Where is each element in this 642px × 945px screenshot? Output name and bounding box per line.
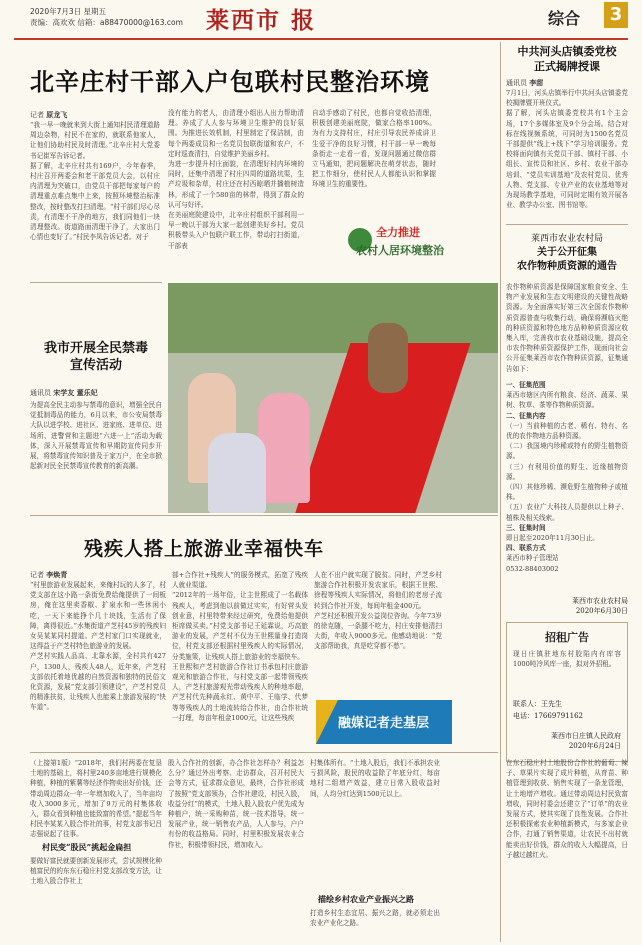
bottom-col-4: 在东石稳庄村土地股份合作社的葡萄、辣子、草果片实现了成片种植，从育苗、种植管理到收获、销售实现了一条龙管理，让土地增产增收。通过带动周边村民致富增收，同时村委会还建立了“订单”的农业发展方式，使其实现了良性发展。合作社还积极探索农业种植新模式，与多家企业合作，打通了销售渠道，让农民不出村就能卖出好价钱，群众的收入大幅提高，日子越过越红火。 [506, 759, 628, 859]
page-number: 3 [604, 2, 628, 28]
antidrug-headline: 我市开展全民禁毒 宣传活动 [43, 341, 148, 373]
divider [30, 282, 162, 283]
column-divider [500, 42, 501, 942]
notice-body: 农作物种质资源是保障国家粮食安全、生物产业发展和生态文明建设的关键性战略资源。为全面落实好第三次全国农作物种质资源普查与收集行动，确保将濒临灭绝的种质资源和特色地方品种种质资源应收集入库，完善我市农业基础设施，提高全市农作物种质资源保护工作，现面向社会公开征集莱西市农作物种质资源，征集通告如下： [506, 283, 628, 373]
notice-sections: 一、征集范围 莱西市辖区内所有粮食、经济、蔬菜、果树、牧草、茶等作物种质资源。 二、征集内容 （一）当前种植的古老、稀有、特有、名优的农作物地方品种资源。 （二）我国境内珍稀或特有的野生植物资源。 （三）有利用价值的野生、近缘植物资源。 （四）其他珍稀、濒危野生植物种子或植株。 （五）农业广大科技人员提供以上种子、植株及相关线索。 三、征集时间 即日起至2020年11月30日止。 四、联系方式 莱西市种子管理站 0532-88403002 [506, 381, 628, 573]
party-school-body: 7月1日，河头店镇举行中共河头店镇委党校揭牌暨开班仪式。 据了解，河头店镇委党校共有1个主会场，17个多媒体室及9个分会场。结合对标在线视频系统，可同时为1500名党员干部提供“线上+线下”学习培训服务。党校将面向镇有关党员干部、镇村干部、小组长、宣传员和社区、乡村、农业干部办培训、“党员实训基地”及农村党员、优秀人物、党支部、专业产业的农业基地等对为现场教学基地，可同时定期有效开展各业、教学办公室、图书馆等。 [506, 89, 628, 210]
issue-date: 2020年7月3日 星期五 [30, 7, 107, 16]
tourism-col-3: 人在不出户就实现了脱贫。同时，产芝乡村旅游合作社积极开发农家乐，根据王世熙、徐程等残疾人实际情况，将他们的老房子流转到合作社开发，每间年租金400元。 产芝村还积极开发公益岗位咨询。今年73岁的徐克随，一条腿不吃力，村庄安排他清扫大街，年收入9000多元。他感动地说：“党支部帮助我，真是吃穿都不愁”。 [314, 571, 442, 651]
tourism-col-1: “村里旅游业发展起来，来俺村玩的人多了，村党支部在这小路一条街免费给俺提供了一间板房，俺在这里卖香椒、扩泉水和一些休闲小吃，一天下来能挣个几十块钱，生活有了保障，离得很近。”水集街道产芝村45岁的残疾妇女吴某某同村提道。产芝村家门口实现就业，这得益于产芝村特色旅游业的发展。 产芝村实践人品高、北靠水源，全村共有427户，1300人，残疾人48人，近年来，产芝村支部依托着地优越的自然资源和独特的民俗文化资源，发展“党支部引领建设”，产芝村党员的精准扶贫，让残疾人也能乘上旅游发展的“快车道”。 [30, 581, 166, 712]
tourism-col-2: 部+合作社+残疾人”的服务模式，拓宽了残疾人就业渠道。 “2012年的一场年俗，让主世熙成了一名载体残疾人，考虑到他以前做过实实，有好营头发创业意，村里特带来经过研究，免费给他提供柜席做买卖。”村党支部书记王延霖说，巧高旅游业的发展，产芝村不仅为王世熙量身打造岗位，村党支部还根据村里残疾人的实际情况，分类施策，让残疾人搭上旅游业的幸福快车。 王世熙和产芝村旅游合作社订书承包村庄旅游观光和旅游合作社，与村党支部一起带领残疾人，产芝村旅游观光带动残疾人的种地率超，产芝村代先种蔬永红、黄中平、王临学、代梦等等残疾人的土地流转给合作社，由合作社统一打理，每亩年租金1000元，让这些残疾 [172, 571, 308, 722]
lead-badge [348, 222, 466, 270]
section-title: 综合 [548, 9, 581, 28]
badge-corner-icon [316, 700, 338, 744]
child-figure [208, 433, 266, 513]
bottom-col-1-cont: 要做好富民就要创新发展形式，尝试规模化种植富民的的东东石稳庄村党支部改变方法，让土地入股合作社上 [30, 857, 162, 886]
child-figure [368, 323, 408, 393]
bottom-col-1: （上接第1版）“2018年，我们村两委在复垦土地的基础上，将村里240多亩地进行规模化种植，种植的紫薯等经济作物卖出好价钱，还带动周边群众一年一年增加收入了，当年亩均收入3000多元，增加了9万元的村集体收入，群众看到种植也能致富的希望。”提起当年村民李某某入股合作社的事，村党支部书记吕志强说起了往事。 [30, 759, 162, 838]
lead-col-2: 没有能力的老人，由清理小组出人出力帮助清理。养成了人人参与环境卫生维护的良好氛围。为推进长效机制，村里制定了保洁制，由每个两委成员和一名党员包联街道和农户，不定时巡查清扫，自觉维护美丽乡村。 为进一步提升村庄面貌，在清理好村内环境的同时，还集中清理了村庄四周的道路坑渠，生产垃圾和杂草，村庄还在村西晾晒并播植树造林，形成了一个580亩的林带，得到了群众的认可与好评。 在美丽庭院建设中，北辛庄村组织干部利用一早一晚以干部为大家一起创建美好乡村。党员积极带头入户包联户联工作，带动打扫街道，干部表 [168, 109, 304, 250]
bottom-subhead-2: 描绘乡村农业产业振兴之路 [318, 894, 414, 904]
tourism-headline: 残疾人搭上旅游业幸福快车 [84, 538, 325, 560]
divider [30, 515, 498, 516]
newspaper-masthead: 莱西市 报 [206, 7, 317, 34]
divider [506, 224, 628, 225]
header-rule [14, 38, 628, 40]
editor-info: 责编：高欢欢 信箱：a88470000@163.com [30, 18, 183, 27]
tourism-byline: 记者 李焕青 [30, 570, 68, 579]
badge-line-2: 农村人居环境整治 [356, 244, 444, 257]
bottom-subhead-1: 村民变“股民”挑起金扁担 [42, 842, 132, 852]
lead-headline: 北辛庄村干部入户包联村民整治环境 [30, 67, 430, 96]
rental-ad-contact: 联系人：王先生 [513, 700, 562, 708]
rental-ad-phone: 电话：17669791162 [513, 712, 583, 720]
badge-line-1: 全力推进 [376, 226, 420, 239]
party-school-headline: 中共河头店镇委党校 正式揭牌授课 [517, 45, 617, 73]
lead-col-3: 自动手感动了村民，也都自觉收拾清理，积极创建美丽庭院，做家合格率100%。为有力支持村庄，村庄引导农民养成讲卫生爱干净的良好习惯，村干部一早一晚每条街走一走看一看，发现问题通过微信群立马通知，把问题解决在萌芽状态，随时把工作细分，使村民人人都能认识和掌握环境卫生的重要性。 [312, 109, 436, 189]
media-badge [316, 700, 452, 744]
rental-ad-signature: 莱西市日庄镇人民政府 2020年6月24日 [551, 732, 621, 750]
notice-headline: 莱西市农业农村局 关于公开征集 农作物种质资源的通告 [517, 234, 617, 272]
divider [30, 752, 498, 753]
notice-signature: 莱西市农业农村局 2020年6月30日 [572, 597, 628, 615]
lead-col-1: “我一早一晚就来到大街上通知村民清理道路周边杂物，村民不在家的，就联系他家人，让他们协助村民及时清理。”北辛庄村大党委书记崔军告诉记者。 据了解，北辛庄村共有169户，今年春季，村庄召开两委会和老干部党员大会，以村庄内清理为突破口，由党员干部把每家每户的清理重点难点集中上来，按照环境整治标准整改，按时整改打扫清理。“村干部们尽心尽责，有清理不干净的地方，我们同他们一块清理整改。街道路面清理干净了，大家出门心情也变好了。”村民李凤告诉记者。对于 [30, 121, 160, 242]
bottom-col-2: 股入合作社的创新，办合作社怎样办？利益怎么分？通过外出考察、走访群众，召开村民大会等方式，征求群众意见，最终，合作社形成了按照“党支部领办，合作社建设，村民入股，收益分红”的模式，土地入股入股农户优先成为种植户，统一采购种苗，统一技术指导，统一发展产业，统一销售农产品，人人参与，户户有份的收益格局。同时，村里积极发展农业合作社，积极带领村民，增加收入。 [168, 759, 304, 849]
party-school-byline: 通讯员 李甜 [506, 78, 544, 87]
rental-ad-box [506, 622, 628, 762]
antidrug-body: 为提高全民主动参与禁毒的意识，增强全民自觉抵制毒品的能力，6月以来，市公安局禁毒大队以进学校、进社区、进家庭、进单位、进场所、进警营和主题进“六进一上”活动为载体，深入开展禁毒宣传和早期防宣传同步开展，将禁毒宣传知识普及于家万户，在全市掀起新对民全民禁毒宣传教育的新高潮。 [30, 401, 162, 471]
media-badge-text: 融媒记者走基层 [338, 716, 430, 731]
lead-photo [168, 283, 498, 513]
bottom-col-3: 村集体所有。“土地入股后，我们不承担农业亏损风险，股民的收益除了年底分红，每亩地村二组增产效益，建立日常入股收益时间，人均分红达到1500元以上。 [310, 759, 440, 798]
bottom-col-3-cont: 打造乡村生态宜居、振兴之路，就必须走出农业产业化之路。 [310, 909, 440, 928]
lead-byline: 记者 原龙飞 [30, 110, 68, 119]
rental-ad-title: 招租广告 [545, 631, 589, 644]
antidrug-byline: 通讯员 宋学友 董乐妃 [30, 388, 98, 397]
rental-ad-body: 现日庄镇驻地东村胶陷内有库容1000吨冷风库一座，拟对外招租。 [513, 650, 621, 669]
